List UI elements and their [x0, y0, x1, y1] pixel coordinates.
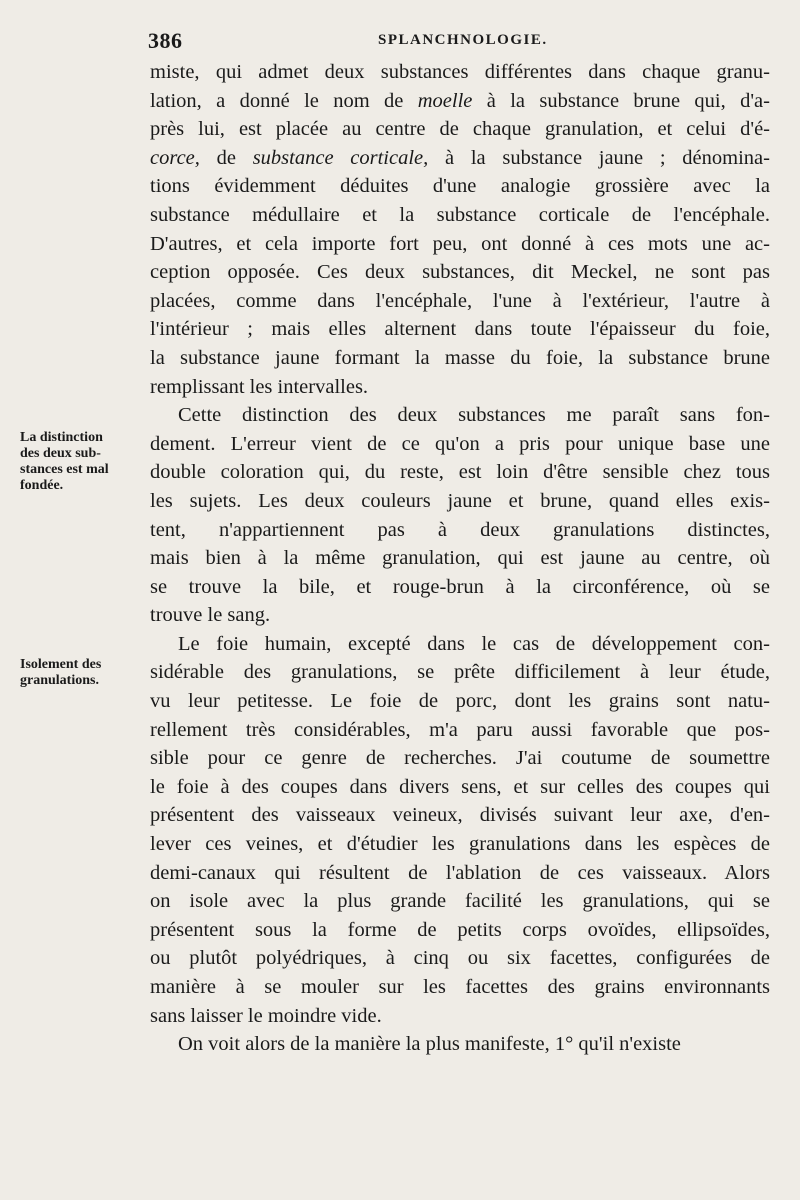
- margin-note-line: des deux sub-: [20, 446, 101, 461]
- paragraph-2: [150, 401, 770, 630]
- margin-note-isolement: [20, 657, 150, 689]
- paragraph-1: [150, 58, 770, 401]
- italic-term: corce,: [150, 146, 200, 169]
- text-line: substance médullaire et la substance corticale de l'encéphale.: [150, 203, 770, 226]
- paragraph-3: [150, 630, 770, 1030]
- text-line: [150, 87, 770, 116]
- page-number: 386: [148, 28, 183, 53]
- text-line: mais bien à la même granulation, qui est jaune au centre, où: [150, 547, 770, 570]
- running-head: SPLANCHNOLOGIE.: [378, 32, 548, 48]
- margin-note-line: Isolement des: [20, 657, 102, 672]
- text-line: lever ces veines, et d'étudier les granulations dans les espèces de: [150, 833, 770, 856]
- text-line: sidérable des granulations, se prête difficilement à leur étude,: [150, 661, 770, 684]
- text-line: on isole avec la plus grande facilité les granulations, qui se: [150, 890, 770, 913]
- text-line: présentent sous la forme de petits corps ovoïdes, ellipsoïdes,: [150, 918, 770, 941]
- margin-note-line: fondée.: [20, 478, 64, 493]
- margin-note-distinction: [20, 430, 150, 494]
- text-line: tent, n'appartiennent pas à deux granulations distinctes,: [150, 518, 770, 541]
- body-text: [150, 58, 770, 1059]
- text-line: demi-canaux qui résultent de l'ablation de ces vaisseaux. Alors: [150, 861, 770, 884]
- text-line: D'autres, et cela importe fort peu, ont donné à ces mots une ac-: [150, 232, 770, 255]
- text-line: tions évidemment déduites d'une analogie grossière avec la: [150, 175, 770, 198]
- text-line: la substance jaune formant la masse du foie, la substance brune: [150, 346, 770, 369]
- italic-term: substance corticale,: [252, 146, 429, 169]
- page-header: [148, 28, 768, 58]
- text-line: les sujets. Les deux couleurs jaune et brune, quand elles exis-: [150, 489, 770, 512]
- margin-note-line: La distinction: [20, 430, 103, 445]
- text-line: placées, comme dans l'encéphale, l'une à l'extérieur, l'autre à: [150, 289, 770, 312]
- text-line: ou plutôt polyédriques, à cinq ou six facettes, configurées de: [150, 947, 770, 970]
- text-line: le foie à des coupes dans divers sens, et sur celles des coupes qui: [150, 775, 770, 798]
- text-line: sans laisser le moindre vide.: [150, 1004, 382, 1027]
- text-line: présentent des vaisseaux veineux, divisés suivant leur axe, d'en-: [150, 804, 770, 827]
- text-line: vu leur petitesse. Le foie de porc, dont les grains sont natu-: [150, 690, 770, 713]
- text-line: miste, qui admet deux substances différentes dans chaque granu-: [150, 61, 770, 83]
- text-line: dement. L'erreur vient de ce qu'on a pris pour unique base une: [150, 432, 770, 455]
- text-line: Le foie humain, excepté dans le cas de développement con-: [178, 632, 770, 655]
- text-line: sible pour ce genre de recherches. J'ai coutume de soumettre: [150, 747, 770, 770]
- text-line: On voit alors de la manière la plus manifeste, 1° qu'il n'existe: [178, 1033, 681, 1056]
- text-span: de: [199, 146, 253, 169]
- text-line: se trouve la bile, et rouge-brun à la circonférence, où se: [150, 575, 770, 598]
- text-line: l'intérieur ; mais elles alternent dans toute l'épaisseur du foie,: [150, 318, 770, 341]
- text-span: à la substance brune qui, d'a-: [472, 89, 770, 112]
- text-span: lation, a donné le nom de: [150, 89, 418, 112]
- paragraph-4: [150, 1030, 770, 1059]
- text-line: près lui, est placée au centre de chaque granulation, et celui d'é-: [150, 118, 770, 141]
- text-span: à la substance jaune ; dénomina-: [428, 146, 770, 169]
- italic-term: moelle: [417, 89, 473, 112]
- text-line: trouve le sang.: [150, 604, 271, 627]
- text-line: remplissant les intervalles.: [150, 375, 369, 398]
- text-line: Cette distinction des deux substances me paraît sans fon-: [178, 404, 770, 427]
- text-line: manière à se mouler sur les facettes des grains environnants: [150, 976, 770, 998]
- text-line: rellement très considérables, m'a paru aussi favorable que pos-: [150, 718, 770, 741]
- margin-note-line: granulations.: [20, 673, 99, 688]
- text-line: ception opposée. Ces deux substances, dit Meckel, ne sont pas: [150, 261, 770, 284]
- text-line: [150, 144, 770, 173]
- text-line: double coloration qui, du reste, est loin d'être sensible chez tous: [150, 461, 770, 484]
- margin-note-line: stances est mal: [20, 462, 109, 477]
